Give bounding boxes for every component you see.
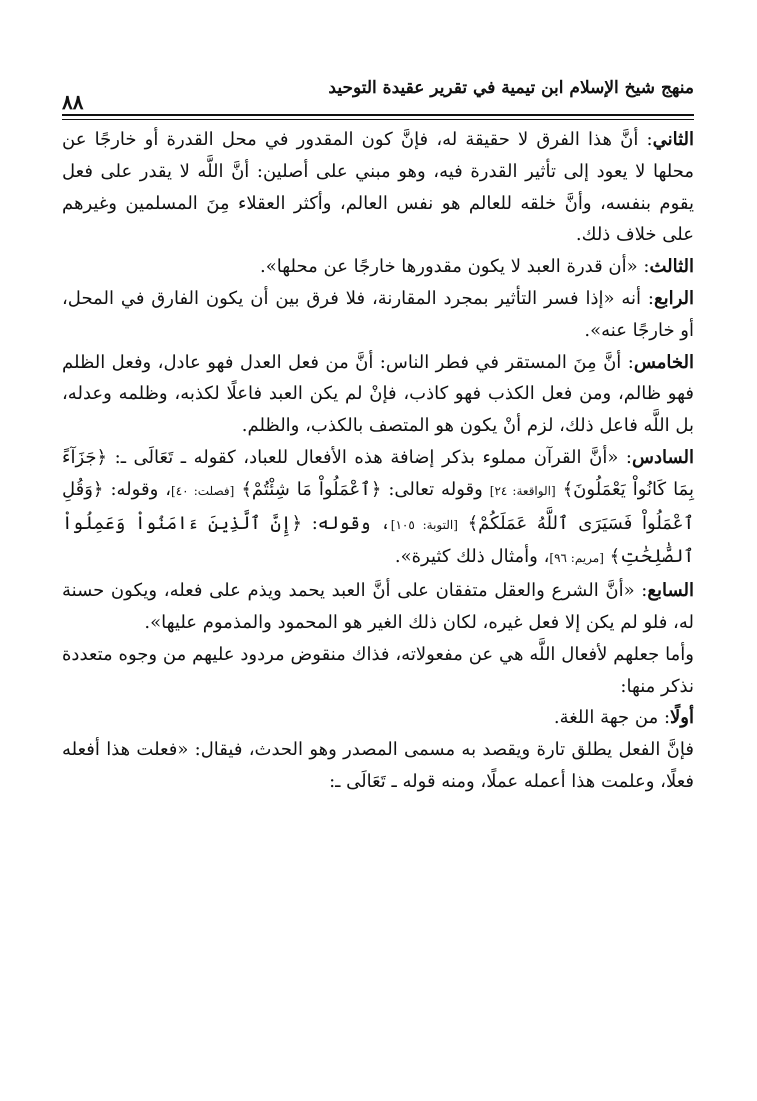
paragraph-text: «فعلت هذا أفعله فعلًا، وعلمت هذا أعمله عملًا، ومنه قوله ـ تَعَالَى ـ: [62, 739, 694, 792]
point-label: الثالث [649, 256, 694, 278]
point-fifth [62, 347, 694, 442]
verse-reference: [فصلت: ٤٠] [171, 483, 235, 498]
point-fourth [62, 283, 694, 347]
verse-reference: [الواقعة: ٢٤] [489, 483, 556, 498]
page-number: ٨٨ [62, 90, 84, 114]
quran-verse: ﴿وَقُلِ ٱعْمَلُواْ فَسَيَرَى ٱللَّهُ عَمَلَكُمْ﴾ [62, 478, 694, 534]
first-reason [62, 702, 694, 734]
point-label: السابع [647, 580, 694, 602]
point-text: : أنَّ هذا الفرق لا حقيقة له، فإنَّ كون المقدور في محل القدرة أو خارجًا عن محلها لا يعود إلى تأثير القدرة فيه، وهو مبني على أصلين: أنَّ اللَّه لا يقدر على فعل يقوم بنفسه، وأنَّ خلقه للعالم هو نفس العالم، وأكثر العقلاء مِنَ المسلمين وغيرهم على خلاف ذلك. [62, 129, 694, 246]
header-rule-thin [62, 119, 694, 120]
point-label: أولًا [670, 707, 694, 729]
point-text: : «أن قدرة العبد لا يكون مقدورها خارجًا عن محلها». [260, 256, 650, 278]
quran-verse: ﴿ٱعْمَلُواْ مَا شِئْتُمْ﴾ [241, 478, 382, 500]
paragraph-text: فإنَّ الفعل يطلق تارة ويقصد به مسمى المصدر وهو الحدث، فيقال: [194, 739, 694, 761]
point-second [62, 124, 694, 251]
quran-verse: ﴿إِنَّ ٱلَّذِينَ ءَامَنُواْ وَعَمِلُواْ ٱلصَّٰلِحَٰتِ﴾ [62, 512, 694, 568]
point-text: ، وقوله: [302, 512, 391, 534]
verse-reference: [مريم: ٩٦] [549, 551, 604, 566]
page-header [62, 76, 694, 116]
point-text: : أنه «إذا فسر التأثير بمجرد المقارنة، فلا فرق بين أن يكون الفارق في المحل، أو خارجًا عنه». [62, 287, 694, 341]
quran-verse: ﴿جَزَآءً بِمَا كَانُواْ يَعْمَلُونَ﴾ [62, 446, 694, 500]
point-label: الثاني [652, 129, 694, 150]
closing-paragraph: وأما جعلهم لأفعال اللَّه هي عن مفعولاته، فذاك منقوض مردود عليهم من وجوه متعددة نذكر منها: [62, 643, 694, 697]
point-text: ، وأمثال ذلك كثيرة». [394, 546, 550, 568]
point-sixth [62, 442, 694, 575]
point-seventh [62, 575, 694, 639]
running-title: منهج شيخ الإسلام ابن تيمية في تقرير عقيدة التوحيد [328, 78, 694, 98]
point-text: : من جهة اللغة. [553, 707, 671, 729]
page-body [62, 124, 694, 798]
point-label: الرابع [653, 287, 694, 309]
point-label: الخامس [633, 351, 694, 373]
point-label: السادس [631, 446, 694, 468]
point-text: : أنَّ مِنَ المستقر في فطر الناس: أنَّ من فعل العدل فهو عادل، وفعل الظلم فهو ظالم، ومن فعل الكذب فهو كاذب، فإنْ لم يكن العبد فاعلًا لكذبه، وظلمه وعدله، بل اللَّه فاعل ذلك، لزم أنْ يكون هو المتصف بالكذب، والظلم. [62, 351, 694, 437]
point-text: : «أنَّ القرآن مملوء بذكر إضافة هذه الأفعال للعباد، كقوله ـ تَعَالَى ـ: [107, 446, 632, 468]
point-text: وقوله تعالى: [381, 478, 490, 500]
verse-reference: [التوبة: ١٠٥] [390, 517, 458, 532]
point-text: : «أنَّ الشرع والعقل متفقان على أنَّ العبد يحمد ويذم على فعله، ويكون حسنة له، فلو لم يكن إلا فعل غيره، لكان ذلك الغير هو المحمود والمذموم عليها». [62, 580, 694, 633]
point-third [62, 251, 694, 283]
language-paragraph [62, 734, 694, 798]
point-text: ، وقوله: [103, 478, 172, 500]
header-rule-thick [62, 114, 694, 116]
